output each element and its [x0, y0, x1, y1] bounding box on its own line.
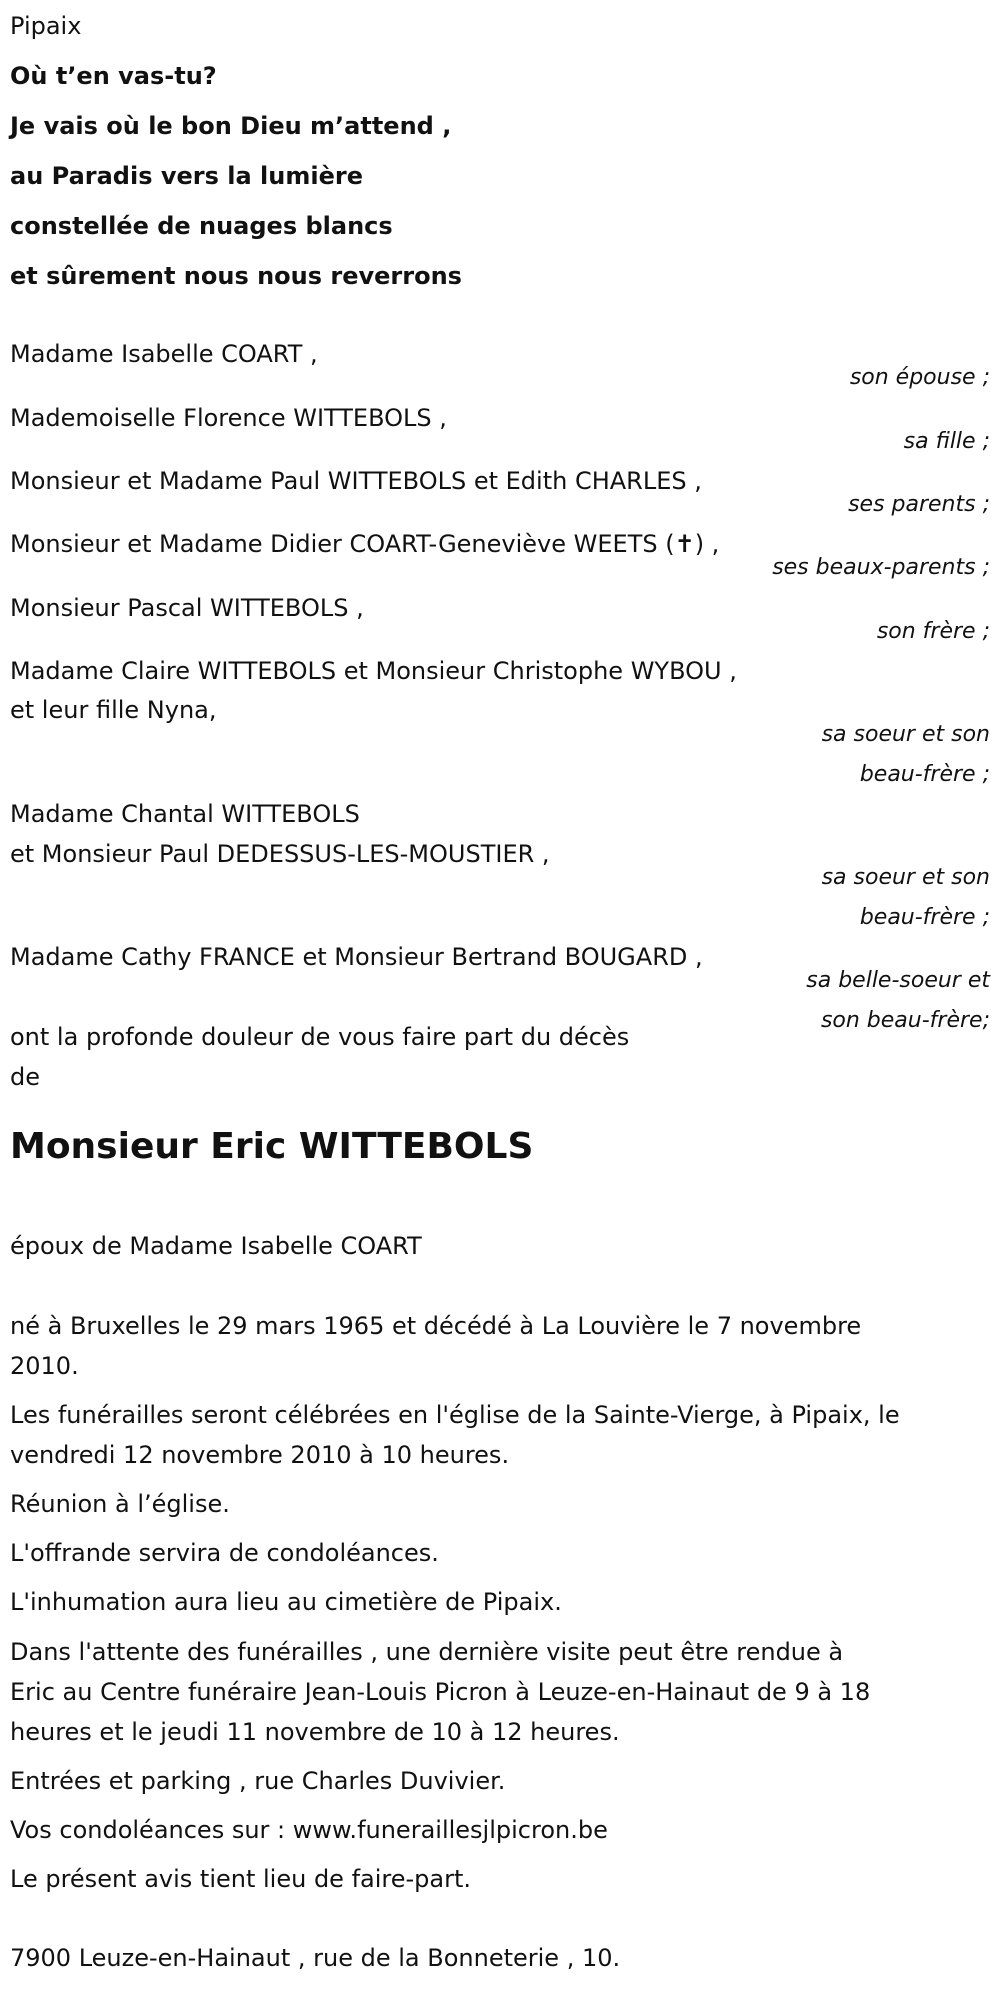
- family-relation: son épouse ;: [849, 365, 990, 390]
- family-relation-continued: beau-frère ;: [859, 762, 990, 787]
- poem-line: et sûrement nous nous reverrons: [10, 262, 462, 290]
- poem-line: au Paradis vers la lumière: [10, 162, 363, 190]
- announcement-text: ont la profonde douleur de vous faire part du décès: [10, 1023, 630, 1051]
- family-relation: sa soeur et son: [821, 865, 990, 890]
- family-name-continued: et leur fille Nyna,: [10, 696, 217, 724]
- website-line: Vos condoléances sur : www.funerailles​jlpicron.be: [10, 1816, 608, 1844]
- poem-line: Je vais où le bon Dieu m’attend ,: [10, 112, 452, 140]
- spouse-line: époux de Madame Isabelle COART: [10, 1232, 422, 1260]
- detail-line: Réunion à l’église.: [10, 1490, 230, 1518]
- family-name: Madame Isabelle COART ,: [10, 340, 318, 368]
- poem-line: Où t’en vas-tu?: [10, 62, 217, 90]
- detail-line: Eric au Centre funéraire Jean-Louis Picron à Leuze-en-Hainaut de 9 à 18: [10, 1678, 871, 1706]
- detail-line: 2010.: [10, 1352, 79, 1380]
- detail-line: L'inhumation aura lieu au cimetière de Pipaix.: [10, 1588, 562, 1616]
- announcement-text: de: [10, 1063, 40, 1091]
- family-relation: son frère ;: [876, 619, 990, 644]
- family-relation: ses beaux-parents ;: [772, 555, 990, 580]
- family-name: Madame Cathy FRANCE et Monsieur Bertrand BOUGARD ,: [10, 943, 703, 971]
- family-relation-continued: son beau-frère;: [820, 1008, 990, 1033]
- family-name: Madame Claire WITTEBOLS et Monsieur Christophe WYBOU ,: [10, 657, 737, 685]
- family-relation-continued: beau-frère ;: [859, 905, 990, 930]
- detail-line: Le présent avis tient lieu de faire-part.: [10, 1865, 472, 1893]
- family-name: Madame Chantal WITTEBOLS: [10, 800, 360, 828]
- family-relation: sa soeur et son: [821, 722, 990, 747]
- detail-line: Dans l'attente des funérailles , une dernière visite peut être rendue à: [10, 1638, 844, 1666]
- deceased-name: Monsieur Eric WITTEBOLS: [10, 1126, 534, 1167]
- poem-line: constellée de nuages blancs: [10, 212, 393, 240]
- detail-line: vendredi 12 novembre 2010 à 10 heures.: [10, 1441, 510, 1469]
- detail-line: Entrées et parking , rue Charles Duvivier.: [10, 1767, 506, 1795]
- detail-line: Les funérailles seront célébrées en l'église de la Sainte-Vierge, à Pipaix, le: [10, 1401, 900, 1429]
- family-name-continued: et Monsieur Paul DEDESSUS-LES-MOUSTIER ,: [10, 840, 550, 868]
- address: 7900 Leuze-en-Hainaut , rue de la Bonneterie , 10.: [10, 1944, 621, 1972]
- family-name: Mademoiselle Florence WITTEBOLS ,: [10, 404, 447, 432]
- family-relation: sa belle-soeur et: [806, 968, 990, 993]
- detail-line: né à Bruxelles le 29 mars 1965 et décédé à La Louvière le 7 novembre: [10, 1312, 862, 1340]
- family-relation: sa fille ;: [903, 429, 990, 454]
- detail-line: heures et le jeudi 11 novembre de 10 à 12 heures.: [10, 1718, 620, 1746]
- detail-line: L'offrande servira de condoléances.: [10, 1539, 439, 1567]
- location: Pipaix: [10, 12, 82, 40]
- family-name: Monsieur et Madame Didier COART-Geneviève WEETS (✝) ,: [10, 530, 720, 558]
- family-relation: ses parents ;: [848, 492, 990, 517]
- family-name: Monsieur Pascal WITTEBOLS ,: [10, 594, 364, 622]
- family-name: Monsieur et Madame Paul WITTEBOLS et Edith CHARLES ,: [10, 467, 702, 495]
